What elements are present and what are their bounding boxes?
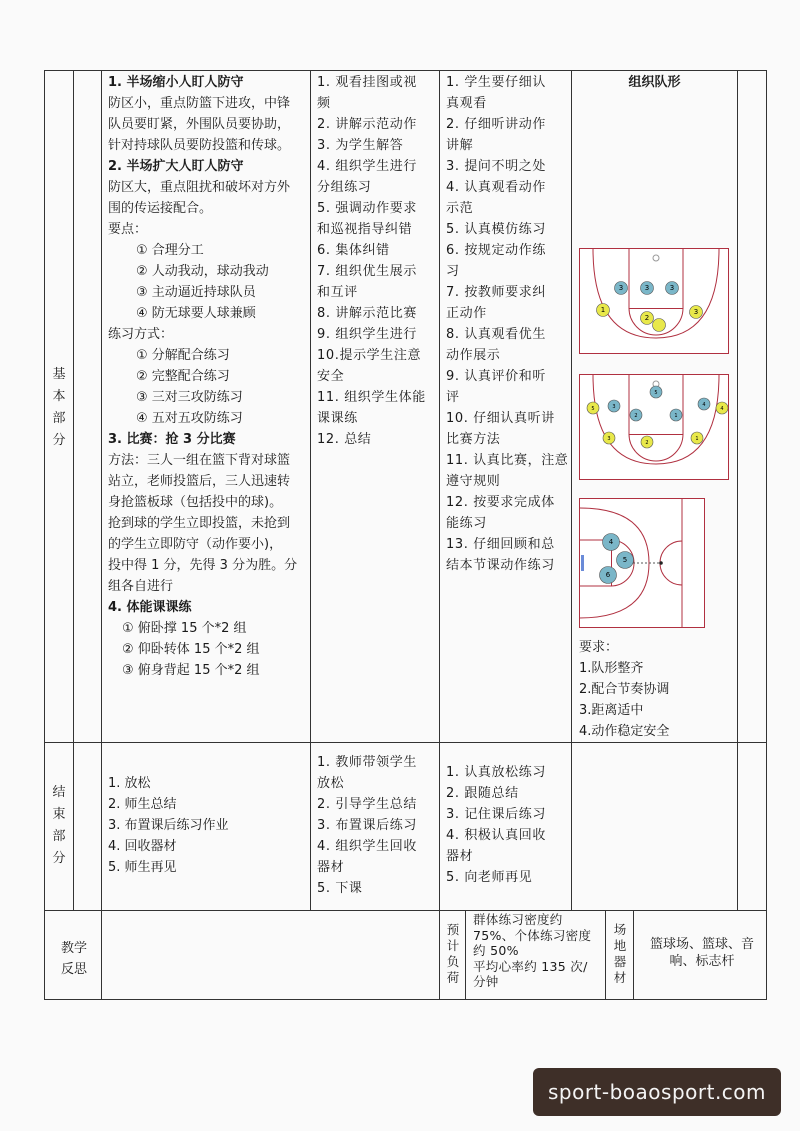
label-char: 分 [52, 433, 66, 448]
text-line: 3. 比赛：抢 3 分比赛 [108, 432, 236, 447]
player-number: 4 [720, 406, 724, 412]
text-line: 的学生立即防守（动作要小)， [108, 537, 283, 552]
load-label-char: 负 [446, 954, 460, 969]
text-line: 2. 跟随总结 [446, 786, 519, 801]
player-number: 3 [693, 308, 699, 316]
text-line: 1.队形整齐 [579, 661, 644, 676]
end-section-label [49, 782, 69, 870]
venue-label-char: 器 [613, 954, 627, 969]
venue-label-char: 场 [613, 922, 627, 937]
text-line: 6. 按规定动作练 [446, 243, 546, 258]
text-line: 投中得 1 分，先得 3 分为胜。分 [108, 558, 298, 573]
text-line: 动作展示 [446, 348, 501, 363]
label-char: 部 [52, 411, 66, 426]
load-text [473, 912, 603, 990]
text-line: 围的传运接配合。 [108, 201, 213, 216]
text-line: 放松 [317, 776, 345, 791]
text-line: 2. 讲解示范动作 [317, 117, 417, 132]
text-line: ② 完整配合练习 [136, 369, 230, 384]
text-line: 7. 组织优生展示 [317, 264, 417, 279]
text-line: 器材 [446, 849, 474, 864]
load-text-line: 群体练习密度约 [473, 912, 563, 927]
text-line: 比赛方法 [446, 432, 501, 447]
row-divider-2 [44, 910, 767, 911]
player-number: 2 [634, 413, 638, 419]
text-line: 组各自进行 [108, 579, 174, 594]
text-line: 4. 组织学生回收 [317, 839, 417, 854]
text-line: 4. 认真观看动作 [446, 180, 546, 195]
text-line: 2.配合节奏协调 [579, 682, 670, 697]
text-line: 5. 向老师再见 [446, 870, 533, 885]
text-line: 1. 观看挂图或视 [317, 75, 417, 90]
text-line: 方法：三人一组在篮下背对球篮 [108, 453, 291, 468]
venue-label-char: 材 [613, 970, 627, 985]
text-line: 防区大，重点阻扰和破坏对方外 [108, 180, 291, 195]
end-student-activities [446, 762, 568, 888]
load-label-char: 荷 [446, 970, 460, 985]
text-line: 3.距离适中 [579, 703, 644, 718]
player-number: 3 [618, 284, 624, 292]
text-line: 3. 布置课后练习 [317, 818, 417, 833]
load-label [444, 922, 462, 986]
text-line: 要点： [108, 222, 148, 237]
org-title: 组织队形 [628, 75, 681, 90]
text-line: ④ 防无球要人球兼顾 [136, 306, 256, 321]
table-border-bottom [44, 999, 767, 1000]
text-line: 器材 [317, 860, 345, 875]
text-line: 11. 认真比赛，注意 [446, 453, 569, 468]
text-line: 练习方式： [108, 327, 174, 342]
text-line: 9. 认真评价和听 [446, 369, 546, 384]
text-line: 1. 放松 [108, 776, 151, 791]
text-line: ① 合理分工 [136, 243, 204, 258]
text-line: 真观看 [446, 96, 487, 111]
basic-content [108, 72, 308, 681]
load-text-line: 分钟 [473, 974, 499, 989]
text-line: 4. 组织学生进行 [317, 159, 417, 174]
text-line: 抢到球的学生立即投篮，未抢到 [108, 516, 291, 531]
table-border-top [44, 70, 767, 71]
label-char: 本 [52, 389, 66, 404]
text-line: 12. 按要求完成体 [446, 495, 555, 510]
label-char: 分 [52, 851, 66, 866]
basic-section-label [49, 364, 69, 452]
text-line: 和巡视指导纠错 [317, 222, 413, 237]
text-line: 站立，老师投篮后，三人迅速转 [108, 474, 291, 489]
load-label-char: 预 [446, 922, 460, 937]
text-line: ③ 三对三攻防练习 [136, 390, 243, 405]
text-line: 5. 强调动作要求 [317, 201, 417, 216]
load-text-line: 75%、个体练习密度 [473, 927, 592, 943]
player-number: 4 [608, 538, 614, 546]
text-line: 课课练 [317, 411, 358, 426]
load-text-line: 平均心率约 135 次/ [473, 958, 588, 974]
text-line: 5. 师生再见 [108, 860, 177, 875]
text-line: ② 人动我动，球动我动 [136, 264, 269, 279]
player-number: 5 [654, 390, 658, 396]
court-diagram-3 [579, 498, 705, 628]
text-line: 4.动作稳定安全 [579, 724, 670, 739]
player-number: 4 [702, 402, 706, 408]
watermark: sport-boaosport.com [533, 1068, 781, 1116]
text-line: 3. 布置课后练习作业 [108, 818, 229, 833]
label-char: 基 [52, 367, 66, 382]
text-line: 正动作 [446, 306, 487, 321]
load-text-line: 约 50% [473, 943, 519, 958]
player-number: 1 [695, 436, 699, 442]
player-number: 1 [600, 306, 606, 314]
text-line: 要求： [579, 640, 619, 655]
label-char: 结 [52, 785, 66, 800]
basic-student-activities [446, 72, 568, 576]
player-number: 5 [622, 556, 628, 564]
reflection-label-line: 教学 [60, 941, 87, 956]
text-line: 分组练习 [317, 180, 372, 195]
text-line: 队员要盯紧，外围队员要协助， [108, 117, 291, 132]
text-line: ③ 主动逼近持球队员 [136, 285, 256, 300]
table-border-left [44, 70, 45, 1000]
player-number: 6 [605, 571, 611, 579]
text-line: 和互评 [317, 285, 358, 300]
table-border-right [766, 70, 767, 1000]
text-line: 4. 回收器材 [108, 839, 177, 854]
text-line: 1. 学生要仔细认 [446, 75, 546, 90]
row-divider-1 [44, 742, 767, 743]
formation-requirements [579, 637, 734, 742]
text-line: 1. 教师带领学生 [317, 755, 417, 770]
venue-text-line: 响、标志杆 [669, 954, 735, 969]
text-line: 8. 认真观看优生 [446, 327, 546, 342]
col-divider-footer-2 [605, 910, 606, 1000]
text-line: 身抢篮板球（包括投中的球)。 [108, 495, 283, 510]
player-number: 3 [644, 284, 650, 292]
col-divider-f [737, 70, 738, 910]
text-line: 3. 记住课后练习 [446, 807, 546, 822]
text-line: 结本节课动作练习 [446, 558, 555, 573]
text-line: 2. 半场扩大人盯人防守 [108, 159, 244, 174]
text-line: 1. 认真放松练习 [446, 765, 546, 780]
player-number: 5 [591, 406, 595, 412]
basic-teacher-activities [317, 72, 435, 450]
half-court-diagram-1 [579, 248, 729, 354]
player-number: 3 [612, 404, 616, 410]
col-divider-d [439, 70, 440, 1000]
text-line: ① 分解配合练习 [136, 348, 230, 363]
text-line: 安全 [317, 369, 345, 384]
text-line: 讲解 [446, 138, 474, 153]
text-line: 3. 提问不明之处 [446, 159, 546, 174]
label-char: 部 [52, 829, 66, 844]
player-number: 3 [669, 284, 675, 292]
text-line: 13. 仔细回顾和总 [446, 537, 555, 552]
text-line: 4. 积极认真回收 [446, 828, 546, 843]
text-line: ③ 俯身背起 15 个*2 组 [122, 663, 260, 678]
col-divider-a [73, 70, 74, 910]
text-line: 6. 集体纠错 [317, 243, 390, 258]
text-line: 11. 组织学生体能 [317, 390, 426, 405]
text-line: 习 [446, 264, 460, 279]
text-line: 频 [317, 96, 331, 111]
venue-text-line: 篮球场、篮球、音 [649, 937, 754, 952]
label-char: 束 [52, 807, 66, 822]
text-line: 8. 讲解示范比赛 [317, 306, 417, 321]
text-line: 示范 [446, 201, 474, 216]
player-number: 2 [645, 440, 649, 446]
col-divider-c [310, 70, 311, 910]
text-line: ② 仰卧转体 15 个*2 组 [122, 642, 260, 657]
text-line: 7. 按教师要求纠 [446, 285, 546, 300]
text-line: 2. 仔细听讲动作 [446, 117, 546, 132]
text-line: 遵守规则 [446, 474, 501, 489]
reflection-label-line: 反思 [60, 962, 87, 977]
text-line: 防区小，重点防篮下进攻，中锋 [108, 96, 291, 111]
end-teacher-activities [317, 752, 435, 899]
col-divider-b [101, 70, 102, 1000]
text-line: 5. 下课 [317, 881, 363, 896]
player-number: 1 [674, 413, 678, 419]
text-line: 4. 体能课课练 [108, 600, 192, 615]
col-divider-footer-3 [633, 910, 634, 1000]
text-line: 针对持球队员要防投篮和传球。 [108, 138, 291, 153]
col-divider-e [571, 70, 572, 910]
text-line: 10. 仔细认真听讲 [446, 411, 555, 426]
player-number: 3 [607, 436, 611, 442]
col-divider-footer-1 [465, 910, 466, 1000]
text-line: 2. 师生总结 [108, 797, 177, 812]
venue-label [611, 922, 629, 986]
end-content [108, 773, 308, 878]
player-number: 2 [644, 314, 650, 322]
text-line: 能练习 [446, 516, 487, 531]
player-marker [653, 319, 666, 332]
text-line: ④ 五对五攻防练习 [136, 411, 243, 426]
text-line: 5. 认真模仿练习 [446, 222, 546, 237]
load-label-char: 计 [446, 938, 460, 953]
reflection-label [52, 938, 96, 980]
half-court-diagram-2 [579, 374, 729, 480]
text-line: 9. 组织学生进行 [317, 327, 417, 342]
venue-text [640, 936, 764, 970]
text-line: 10.提示学生注意 [317, 348, 422, 363]
venue-label-char: 地 [613, 938, 627, 953]
text-line: 1. 半场缩小人盯人防守 [108, 75, 244, 90]
text-line: 12. 总结 [317, 432, 372, 447]
text-line: ① 俯卧撑 15 个*2 组 [122, 621, 247, 636]
text-line: 2. 引导学生总结 [317, 797, 417, 812]
text-line: 3. 为学生解答 [317, 138, 404, 153]
text-line: 评 [446, 390, 460, 405]
